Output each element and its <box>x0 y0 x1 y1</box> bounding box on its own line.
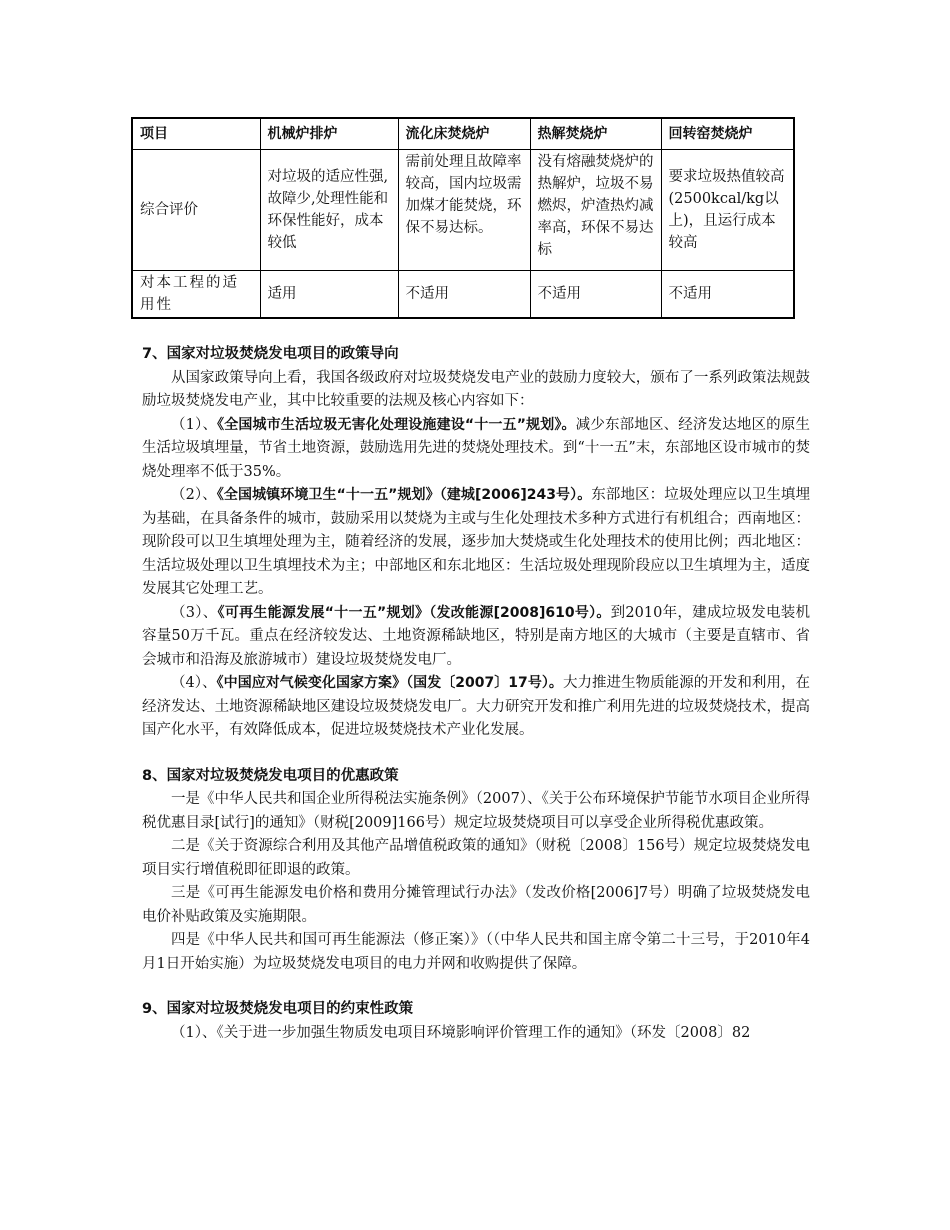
table-header-cell: 机械炉排炉 <box>260 118 398 150</box>
paragraph: 三是《可再生能源发电价格和费用分摊管理试行办法》（发改价格[2006]7号）明确了垃圾焚烧发电电价补贴政策及实施期限。 <box>142 885 810 925</box>
section-heading: 9、国家对垃圾焚烧发电项目的约束性政策 <box>142 1001 414 1017</box>
policy-item <box>142 672 810 743</box>
policy-text: 到2010年，建成垃圾发电装机容量50万千瓦。重点在经济较发达、土地资源稀缺地区，特别是南方地区的大城市（主要是直辖市、省会城市和沿海及旅游城市）建设垃圾焚烧发电厂。 <box>142 604 811 668</box>
table-cell: 没有熔融焚烧炉的热解炉，垃圾不易燃烬，炉渣热灼减率高，环保不易达标 <box>530 150 661 271</box>
table-cell: 不适用 <box>398 271 530 319</box>
policy-text: 东部地区：垃圾处理应以卫生填埋为基础，在具备条件的城市，鼓励采用以焚烧为主或与生化处理技术多种方式进行有机组合；西南地区：现阶段可以卫生填埋处理为主，随着经济的发展，逐步加大焚烧或生化处理技术的使用比例；西北地区：生活垃圾处理以卫生填埋技术为主；中部地区和东北地区：生活垃圾处理现阶段应以卫生填埋为主，适度发展其它处理工艺。 <box>142 487 811 597</box>
row-label: 综合评价 <box>132 150 260 271</box>
paragraph: 四是《中华人民共和国可再生能源法（修正案）》（（中华人民共和国主席令第二十三号，于2010年4月1日开始实施）为垃圾焚烧发电项目的电力并网和收购提供了保障。 <box>142 932 810 972</box>
policy-item <box>142 414 810 485</box>
section-heading: 7、国家对垃圾焚烧发电项目的政策导向 <box>142 346 399 362</box>
table-cell: 要求垃圾热值较高 (2500kcal/kg以上)，且运行成本较高 <box>661 150 794 271</box>
item-number: （4）、 <box>171 675 217 691</box>
incinerator-comparison-table <box>131 117 795 319</box>
policy-item <box>142 484 810 602</box>
table-cell: 不适用 <box>661 271 794 319</box>
table-cell: 需前处理且故障率较高，国内垃圾需加煤才能焚烧，环保不易达标。 <box>398 150 530 271</box>
policy-text: 大力推进生物质能源的开发和利用，在经济发达、土地资源稀缺地区建设垃圾焚烧发电厂。大力研究开发和推广利用先进的垃圾焚烧技术，提高国产化水平，有效降低成本，促进垃圾焚烧技术产业化发展。 <box>142 675 811 738</box>
policy-title: 《可再生能源发展“十一五”规划》（发改能源[2008]610号）。 <box>217 604 611 621</box>
table-header-cell: 热解焚烧炉 <box>530 118 661 150</box>
table-row <box>132 150 794 271</box>
policy-title: 《全国城镇环境卫生“十一五”规划》（建城[2006]243号）。 <box>216 487 592 503</box>
row-label: 对本工程的适用性 <box>132 271 260 319</box>
table-cell: 不适用 <box>530 271 661 319</box>
item-number: （3）、 <box>171 604 218 621</box>
paragraph: 二是《关于资源综合利用及其他产品增值税政策的通知》（财税〔2008〕156号）规定垃圾焚烧发电项目实行增值税即征即退的政策。 <box>142 838 810 878</box>
table-header-cell: 流化床焚烧炉 <box>398 118 530 150</box>
item-number: （2）、 <box>171 487 217 503</box>
table-header-cell: 项目 <box>132 118 260 150</box>
table-row <box>132 271 794 319</box>
policy-title: 《中国应对气候变化国家方案》（国发〔2007〕17号）。 <box>216 675 563 691</box>
policy-text: 减少东部地区、经济发达地区的原生生活垃圾填埋量，节省土地资源，鼓励选用先进的焚烧处理技术。到“十一五”末，东部地区设市城市的焚烧处理率不低于35%。 <box>142 416 810 480</box>
paragraph: 一是《中华人民共和国企业所得税法实施条例》（2007）、《关于公布环境保护节能节水项目企业所得税优惠目录[试行]的通知》（财税[2009]166号）规定垃圾焚烧项目可以享受企业所得税优惠政策。 <box>142 791 810 831</box>
table-header-row <box>132 118 794 150</box>
paragraph: 从国家政策导向上看，我国各级政府对垃圾焚烧发电产业的鼓励力度较大，颁布了一系列政策法规鼓励垃圾焚烧发电产业，其中比较重要的法规及核心内容如下： <box>142 369 810 409</box>
document-body <box>142 343 810 1045</box>
section-heading: 8、国家对垃圾焚烧发电项目的优惠政策 <box>142 767 399 784</box>
table-cell: 对垃圾的适应性强,故障少,处理性能和环保性能好，成本较低 <box>260 150 398 271</box>
policy-title: 《全国城市生活垃圾无害化处理设施建设“十一五”规划》。 <box>217 416 576 433</box>
table-header-cell: 回转窑焚烧炉 <box>661 118 794 150</box>
policy-item <box>142 602 810 673</box>
item-number: （1）、 <box>171 416 218 433</box>
paragraph: （1）、《关于进一步加强生物质发电项目环境影响评价管理工作的通知》（环发〔2008〕82 <box>171 1024 751 1041</box>
table-cell: 适用 <box>260 271 398 319</box>
